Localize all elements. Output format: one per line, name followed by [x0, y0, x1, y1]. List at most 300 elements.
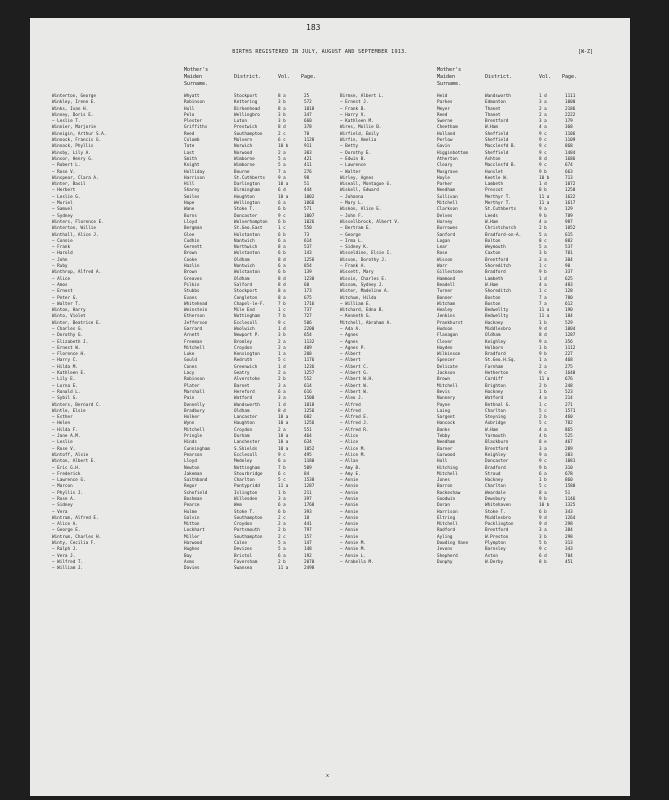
- district: Edmonton: [485, 100, 506, 106]
- volume: 9 d: [539, 522, 547, 528]
- page-number: 797: [304, 528, 312, 534]
- volume: 2 c: [278, 534, 286, 540]
- page-number: 343: [565, 509, 573, 515]
- district: Dewsbury: [485, 497, 506, 502]
- volume: 6 a: [539, 471, 547, 477]
- mother-surname: Higginbottom: [437, 150, 469, 156]
- mother-surname: Wilkinson: [437, 352, 461, 358]
- page-number: 139: [304, 270, 312, 276]
- page-number: 551: [304, 427, 312, 433]
- volume: 8 e: [539, 440, 547, 446]
- volume: 4 a: [539, 219, 547, 225]
- page-number: 1146: [565, 497, 576, 502]
- page-number: 1686: [565, 156, 576, 162]
- child-name: Wisseldine, Elsie I.: [340, 251, 392, 257]
- page-number: 1571: [565, 408, 576, 414]
- child-name: — Annie: [340, 534, 359, 540]
- district: Thanet: [485, 112, 501, 118]
- district: Doncaster: [234, 213, 258, 219]
- page-number: 612: [565, 301, 573, 307]
- mother-surname: Asms: [184, 559, 195, 565]
- volume: 7 b: [278, 465, 286, 471]
- child-name: Wiskon, Alice E.: [340, 207, 382, 213]
- volume: 2 a: [278, 371, 286, 377]
- vol-header: Vol.: [539, 74, 552, 80]
- mother-surname: Marshall: [184, 389, 205, 395]
- page-number: 615: [565, 232, 573, 238]
- district: Barnet: [234, 383, 250, 389]
- volume: 8 d: [539, 156, 547, 162]
- mother-surname: Harrison: [437, 509, 458, 515]
- volume: 10 a: [278, 421, 289, 427]
- volume: 1 b: [539, 320, 547, 326]
- mother-surname: Dowding Vane: [437, 541, 469, 547]
- mother-surname: Saithband: [184, 478, 208, 484]
- mother-surname: Holker: [184, 415, 200, 421]
- page-number: 298: [565, 522, 573, 528]
- child-name: — Vera: [52, 509, 68, 515]
- page-title: BIRTHS REGISTERED IN JULY, AUGUST AND SEPTEMBER 1913.: [232, 49, 408, 55]
- district: Keighley: [485, 339, 506, 345]
- mother-surname: Warr: [437, 264, 448, 270]
- page-number: 383: [565, 452, 573, 458]
- child-name: — Lily E.: [52, 377, 76, 383]
- child-name: Winsby, Lily A.: [52, 150, 91, 156]
- volume: 8 a: [278, 295, 286, 301]
- child-name: — Vera J.: [52, 553, 76, 559]
- child-name: — Sidney K.: [340, 245, 369, 251]
- child-name: — Amy E.: [340, 471, 361, 477]
- volume: 6 a: [278, 389, 286, 395]
- mother-surname: Ayling: [437, 534, 453, 540]
- child-name: Winters, Florence E.: [52, 219, 104, 225]
- child-name: — Rose V.: [52, 169, 76, 175]
- mother-surname: Gillestone: [437, 270, 463, 276]
- mother-surname: Eltring: [437, 515, 456, 521]
- district: W.Preston: [485, 534, 509, 540]
- child-name: Winton, Harry: [52, 308, 86, 314]
- child-name: Winters, Bernard C.: [52, 402, 102, 408]
- volume: 5 c: [539, 408, 547, 414]
- district: Stoke T.: [485, 509, 506, 515]
- mother-surname: Pringle: [184, 434, 203, 440]
- child-name: Mitchell, Abraham A.: [340, 320, 392, 326]
- mother-surname: Lockhart: [184, 528, 205, 534]
- district: Norwich: [234, 144, 253, 150]
- district: Houghton: [234, 194, 255, 200]
- volume: 6 a: [278, 201, 286, 207]
- child-name: — Lawrence G.: [52, 478, 86, 484]
- mother-surname: Mitchell: [184, 427, 205, 433]
- district: Brentford: [485, 119, 509, 125]
- mother-surname: Robinson: [184, 100, 205, 106]
- district: Bristol: [234, 553, 253, 559]
- volume: 11 a: [539, 377, 550, 383]
- page-number: 780: [565, 295, 573, 301]
- page-number: 190: [565, 308, 573, 314]
- page-number: 467: [565, 440, 573, 446]
- mother-surname: Lacy: [184, 371, 195, 377]
- child-name: — Alfred: [340, 408, 361, 414]
- mother-surname: Pilkin: [184, 282, 200, 288]
- page-number: 1018: [304, 106, 315, 112]
- child-name: Winter, Beatrice E.: [52, 320, 102, 326]
- district: Southampton: [234, 515, 263, 521]
- district: Portsmouth: [234, 528, 260, 534]
- volume: 8 b: [539, 188, 547, 194]
- district: Bromley: [234, 339, 253, 345]
- mother-surname: Cleary: [437, 163, 453, 169]
- page-number: 987: [565, 219, 573, 225]
- child-name: — Alice: [340, 434, 359, 440]
- district: Croydon: [234, 427, 253, 433]
- page-number: 660: [304, 119, 312, 125]
- district: Oldham: [234, 408, 250, 414]
- page-number: 2186: [565, 106, 576, 112]
- mother-surname: Garrard: [184, 326, 203, 332]
- district: Redruth: [234, 358, 253, 364]
- district: Holborn: [485, 345, 504, 351]
- district: Stoke T.: [234, 509, 255, 515]
- volume: 5 c: [539, 421, 547, 427]
- district: Middlesbro: [485, 515, 511, 521]
- page-number: 1716: [304, 301, 315, 307]
- volume: 2 b: [278, 377, 286, 383]
- volume: 6 b: [278, 509, 286, 515]
- child-name: Wintoff, Alsie: [52, 452, 89, 458]
- volume: 9 d: [539, 326, 547, 332]
- volume: 2 a: [539, 364, 547, 370]
- child-name: — Alice: [52, 276, 71, 282]
- district: Christchurch: [485, 226, 517, 232]
- child-name: — Dorothy G.: [52, 333, 84, 339]
- volume: 5 c: [539, 484, 547, 490]
- child-name: — Albert W.: [340, 383, 369, 389]
- child-name: Winto, Violet: [52, 314, 86, 320]
- district: Brighton: [485, 383, 506, 389]
- child-name: — Allan: [340, 459, 359, 465]
- mother-surname: Bevis: [437, 389, 450, 395]
- volume: 3 b: [278, 119, 286, 125]
- mother-surname: Newton: [184, 465, 200, 471]
- page-number: 614: [304, 238, 312, 244]
- child-name: — Agnes: [340, 339, 359, 345]
- child-name: Wissom, Sydney J.: [340, 282, 384, 288]
- mother-surname: Lear: [437, 245, 448, 251]
- page-number: 1004: [565, 326, 576, 332]
- mother-surname: Hughes: [184, 547, 200, 553]
- district: Brentford: [485, 446, 509, 452]
- page-number: 1002: [304, 194, 315, 200]
- volume: 8 d: [278, 282, 286, 288]
- page-number: 208: [304, 352, 312, 358]
- child-name: — Betty: [340, 144, 359, 150]
- page-number: 73: [304, 232, 310, 238]
- volume: 4 a: [539, 282, 547, 288]
- page-number: 356: [565, 339, 573, 345]
- page-number: 60: [304, 282, 310, 288]
- child-name: — Albert G.: [340, 371, 369, 377]
- child-name: Wissellbrock, Albert V.: [340, 219, 400, 225]
- volume: 4 a: [539, 427, 547, 433]
- child-name: — Albert: [340, 352, 361, 358]
- page-number: 1508: [304, 396, 315, 402]
- volume: 1 c: [278, 308, 286, 314]
- district: Salford: [234, 282, 253, 288]
- mother-surname: Logan: [437, 238, 450, 244]
- mother-surname: Atherton: [437, 156, 458, 162]
- page-number: 1617: [565, 201, 576, 207]
- mother-surname: Mitchell: [437, 201, 458, 207]
- page-number: 393: [304, 509, 312, 515]
- child-name: — Agnes: [340, 333, 359, 339]
- mother-surname: Burrowes: [437, 226, 458, 232]
- mother-surname: Hill: [184, 182, 195, 188]
- child-name: — Annie: [340, 484, 359, 490]
- page-number: 148: [304, 547, 312, 553]
- district: Weardale: [485, 490, 506, 496]
- district: Lambeth: [485, 182, 504, 188]
- child-name: — Frank: [52, 245, 71, 251]
- child-name: Wintram, Alfred E.: [52, 515, 99, 521]
- page-number: 2498: [304, 566, 315, 572]
- page-number: 1052: [565, 226, 576, 232]
- district: Keetle W.: [485, 175, 509, 181]
- district: W.Ham: [485, 125, 498, 131]
- page-number: 1287: [565, 333, 576, 339]
- child-name: — Arabella M.: [340, 559, 374, 565]
- mother-surname: Cunningham: [184, 446, 210, 452]
- page-number: 552: [304, 377, 312, 383]
- child-name: — John F.: [340, 213, 364, 219]
- page-number: 397: [304, 497, 312, 502]
- page-number: 347: [304, 112, 312, 118]
- district: Macclesfd B.: [485, 163, 517, 169]
- mother-surname: Mitton: [184, 522, 200, 528]
- mother-surname: Hudson: [437, 326, 453, 332]
- mother-surname: Plester: [184, 119, 203, 125]
- mother-surname: Brown: [184, 251, 197, 257]
- district: Calne: [234, 541, 247, 547]
- district: Haughton: [234, 421, 255, 427]
- district: Malvern: [234, 138, 253, 144]
- mother-surname: Smiles: [184, 194, 200, 200]
- district: Nottingham: [234, 314, 260, 320]
- page-number: 2222: [565, 112, 576, 118]
- page-number: 84: [304, 471, 310, 477]
- district: Stroud: [485, 471, 501, 477]
- volume: 9 c: [539, 371, 547, 377]
- child-name: Wirfin, Amelia: [340, 138, 377, 144]
- volume: 11 a: [278, 484, 289, 490]
- district: Stoke T.: [234, 207, 255, 213]
- mother-surname: Galvin: [184, 515, 200, 521]
- district: Woolwich: [234, 326, 255, 332]
- child-name: — Annie M.: [340, 547, 366, 553]
- child-name: — Dorothy E.: [340, 150, 372, 156]
- district: W.Ham: [485, 282, 498, 288]
- page-number: 854: [304, 264, 312, 270]
- mother-surname: Cudhin: [184, 238, 200, 244]
- mother-surname: Colomb: [184, 138, 200, 144]
- volume: 8 a: [278, 94, 286, 99]
- volume: 8 d: [278, 408, 286, 414]
- page-number: 183: [306, 23, 321, 32]
- mother-surname: Griffiths: [184, 125, 208, 131]
- district: Ecclesall: [234, 452, 258, 458]
- mother-surname: Goodwin: [437, 497, 456, 502]
- district: Wolverhampton: [234, 219, 268, 225]
- mother-surname: Etherson: [184, 314, 205, 320]
- district: S.Shields: [234, 446, 258, 452]
- district: Chapel-le-F.: [234, 301, 266, 307]
- page-number: 276: [304, 169, 312, 175]
- mother-surname: Jefferson: [184, 320, 208, 326]
- volume: 9 c: [539, 138, 547, 144]
- district: Geatry: [234, 371, 250, 377]
- right-register-column: [340, 94, 620, 566]
- volume: 2 b: [278, 559, 286, 565]
- child-name: — Alfred: [340, 402, 361, 408]
- volume: 5 a: [278, 541, 286, 547]
- mother-surname: Perlow: [437, 138, 453, 144]
- volume: 6 d: [278, 188, 286, 194]
- mother-surname: Delicate: [437, 364, 458, 370]
- district: Darlington: [234, 182, 260, 188]
- register-row: [340, 560, 620, 566]
- volume: 1 b: [278, 490, 286, 496]
- mother-surname: Witcham: [437, 301, 456, 307]
- volume: 9 b: [539, 352, 547, 358]
- page-number: 678: [565, 471, 573, 477]
- district: Croydon: [234, 345, 253, 351]
- mother-surname: Clarkson: [437, 207, 458, 213]
- left-register-column: [52, 94, 332, 573]
- district: Sheffield: [485, 150, 509, 156]
- mother-surname: Greaves: [184, 276, 203, 282]
- volume: 1 d: [539, 94, 547, 99]
- volume: 2 a: [278, 522, 286, 528]
- district: Sheffield: [485, 138, 509, 144]
- page-reference: [W-Z]: [578, 49, 594, 55]
- volume: 9 a: [539, 452, 547, 458]
- volume: 2 a: [278, 345, 286, 351]
- page-number: 303: [304, 150, 312, 156]
- child-name: Winnock, Phyllis: [52, 144, 94, 150]
- district: Holstanton: [234, 232, 260, 238]
- volume: 3 a: [278, 497, 286, 502]
- child-name: — Ernest W.: [52, 345, 81, 351]
- volume: 2 b: [539, 383, 547, 389]
- volume: 5 a: [539, 245, 547, 251]
- mother-surname: Needham: [437, 188, 456, 194]
- volume: 7 a: [539, 301, 547, 307]
- volume: 1 d: [278, 402, 286, 408]
- child-name: — Florence H.: [52, 352, 86, 358]
- volume: 11 a: [539, 194, 550, 200]
- district: Bourne: [234, 169, 250, 175]
- volume: 3 b: [278, 100, 286, 106]
- volume: 2 b: [539, 415, 547, 421]
- mother-surname: Tate: [184, 144, 195, 150]
- page-header: Page.: [301, 74, 317, 80]
- mother-surname: Wisson: [437, 257, 453, 263]
- volume: 6 a: [278, 503, 286, 509]
- page-number: 1081: [565, 459, 576, 465]
- mother-surname: Robinson: [184, 377, 205, 383]
- child-name: — Frederick: [52, 471, 81, 477]
- volume: 9 d: [539, 515, 547, 521]
- district: Oldham: [234, 257, 250, 263]
- child-name: — Annie M.: [340, 541, 366, 547]
- page-number: 675: [304, 295, 312, 301]
- volume: 9 c: [278, 320, 286, 326]
- mother-surname: Hitching: [437, 465, 458, 471]
- child-name: — Walter: [340, 169, 361, 175]
- page-number: 51: [565, 490, 571, 496]
- district: Nantwich: [234, 264, 255, 270]
- child-name: — Amos: [52, 282, 68, 288]
- volume: 4 a: [539, 125, 547, 131]
- district: Prestwich: [234, 125, 258, 131]
- child-name: — Harry V.: [340, 112, 366, 118]
- volume: 1 b: [539, 345, 547, 351]
- child-name: Winnier, Marjorie: [52, 125, 96, 131]
- page-number: 789: [565, 213, 573, 219]
- mother-surname: Lloyd: [184, 459, 197, 465]
- child-name: — John: [52, 257, 68, 263]
- page-number: 572: [304, 100, 312, 106]
- page-number: 248: [565, 383, 573, 389]
- mother-surname: Harvey: [437, 219, 453, 225]
- child-name: — Annie: [340, 490, 359, 496]
- mother-surname: Garwood: [437, 452, 456, 458]
- page-number: 529: [565, 320, 573, 326]
- mother-surname: Payne: [437, 402, 450, 408]
- child-name: — Johanna: [340, 194, 364, 200]
- child-name: Winsor, Henry G.: [52, 156, 94, 162]
- page-number: 275: [565, 364, 573, 370]
- volume: 9 c: [278, 213, 286, 219]
- mother-surname: Parker: [437, 182, 453, 188]
- mother-surname: Cooke: [184, 257, 197, 263]
- volume: 1 d: [539, 276, 547, 282]
- child-name: — Edwin B.: [340, 156, 366, 162]
- child-name: Wintle, Elsie: [52, 408, 86, 414]
- page-number: 713: [565, 175, 573, 181]
- volume: 1 c: [539, 264, 547, 270]
- district: Plympton: [485, 541, 506, 547]
- page-number: 271: [565, 402, 573, 408]
- page-number: 214: [565, 396, 573, 402]
- mother-surname: Plater: [184, 383, 200, 389]
- volume: 6 a: [278, 238, 286, 244]
- district: Hackney: [485, 320, 504, 326]
- volume: 8 a: [278, 106, 286, 112]
- district: Luton: [234, 119, 247, 125]
- mother-surname: Boshman: [184, 497, 203, 502]
- mother-surname: Lloyd: [184, 219, 197, 225]
- page-number: 411: [304, 163, 312, 169]
- district: Brentford: [485, 528, 509, 534]
- volume: 10 a: [278, 415, 289, 421]
- volume: 10 b: [539, 503, 550, 509]
- mother-surname: Gernett: [184, 245, 203, 251]
- page-number: 1256: [304, 257, 315, 263]
- child-name: — Kenneth G.: [340, 314, 372, 320]
- page-number: 1538: [304, 478, 315, 484]
- district: Barnsley: [485, 547, 506, 553]
